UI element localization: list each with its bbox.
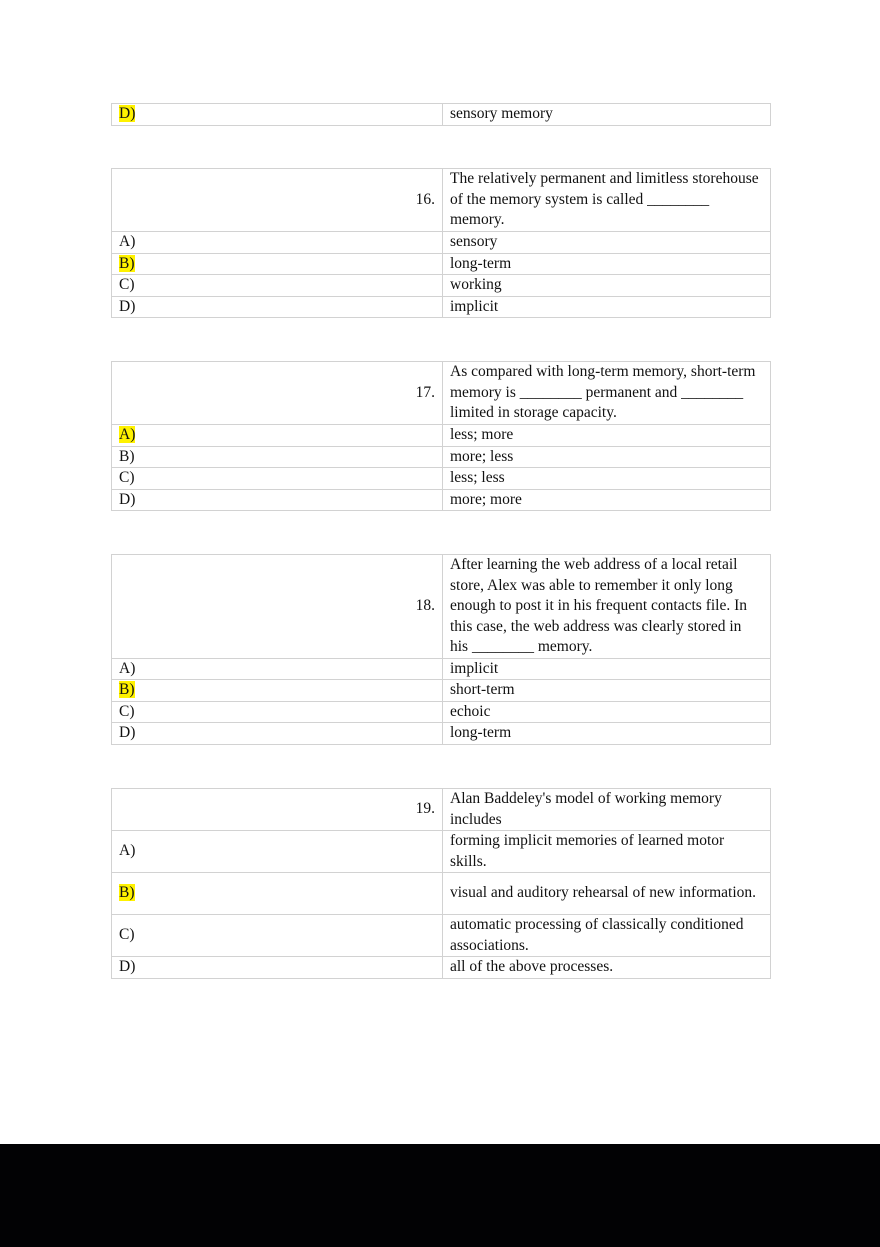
question-number: 19. [112, 789, 443, 831]
option-letter-cell [112, 104, 443, 126]
question-stem: The relatively permanent and limitless storehouse of the memory system is called ________ memory. [443, 169, 771, 232]
option-text: less; more [443, 425, 771, 447]
bottom-black-bar [0, 1144, 880, 1247]
option-text: implicit [443, 296, 771, 318]
option-letter-cell [112, 680, 443, 702]
option-text: more; more [443, 489, 771, 511]
option-letter: C) [112, 701, 443, 723]
option-letter: D) [112, 957, 443, 979]
option-text: forming implicit memories of learned motor skills. [443, 831, 771, 873]
option-row [112, 831, 771, 873]
question-17 [111, 361, 771, 511]
option-letter: D) [112, 296, 443, 318]
option-text: sensory memory [443, 104, 771, 126]
question-18 [111, 554, 771, 745]
question-number: 16. [112, 169, 443, 232]
option-row [112, 446, 771, 468]
option-text: less; less [443, 468, 771, 490]
question-stem: Alan Baddeley's model of working memory includes [443, 789, 771, 831]
option-row [112, 253, 771, 275]
option-text: working [443, 275, 771, 297]
correct-answer-highlight: B) [119, 681, 135, 698]
option-row [112, 104, 771, 126]
option-letter: D) [112, 723, 443, 745]
option-row [112, 658, 771, 680]
option-letter: A) [112, 831, 443, 873]
option-row [112, 468, 771, 490]
option-letter-cell [112, 425, 443, 447]
option-row [112, 701, 771, 723]
option-text: more; less [443, 446, 771, 468]
option-letter: C) [112, 915, 443, 957]
option-letter-cell [112, 253, 443, 275]
question-16 [111, 168, 771, 318]
option-row [112, 275, 771, 297]
option-row [112, 723, 771, 745]
option-text: visual and auditory rehearsal of new information. [443, 873, 771, 915]
option-row [112, 425, 771, 447]
option-text: sensory [443, 232, 771, 254]
option-row [112, 915, 771, 957]
option-letter: A) [112, 658, 443, 680]
question-stem: After learning the web address of a local retail store, Alex was able to remember it only long enough to post it in his frequent contacts file. In this case, the web address was clearly stored in his ________ memory. [443, 555, 771, 659]
option-letter-cell [112, 873, 443, 915]
option-text: long-term [443, 723, 771, 745]
option-text: implicit [443, 658, 771, 680]
option-row [112, 680, 771, 702]
correct-answer-highlight: A) [119, 426, 136, 443]
option-row [112, 957, 771, 979]
option-row [112, 873, 771, 915]
option-text: echoic [443, 701, 771, 723]
correct-answer-highlight: B) [119, 884, 135, 902]
option-text: all of the above processes. [443, 957, 771, 979]
option-letter: C) [112, 275, 443, 297]
question-number: 18. [112, 555, 443, 659]
option-text: automatic processing of classically conditioned associations. [443, 915, 771, 957]
option-row [112, 232, 771, 254]
option-letter: C) [112, 468, 443, 490]
question-19 [111, 788, 771, 979]
option-row [112, 489, 771, 511]
option-letter: D) [112, 489, 443, 511]
question-number: 17. [112, 362, 443, 425]
option-text: long-term [443, 253, 771, 275]
question-stem-row [112, 789, 771, 831]
option-letter: A) [112, 232, 443, 254]
question-stem-row [112, 555, 771, 659]
question-stem: As compared with long-term memory, short-term memory is ________ permanent and ________ limited in storage capacity. [443, 362, 771, 425]
question-stem-row [112, 362, 771, 425]
option-text: short-term [443, 680, 771, 702]
correct-answer-highlight: B) [119, 254, 135, 272]
option-row [112, 296, 771, 318]
previous-question-fragment [111, 103, 771, 126]
option-letter: B) [112, 446, 443, 468]
question-stem-row [112, 169, 771, 232]
correct-answer-highlight: D) [119, 105, 136, 122]
